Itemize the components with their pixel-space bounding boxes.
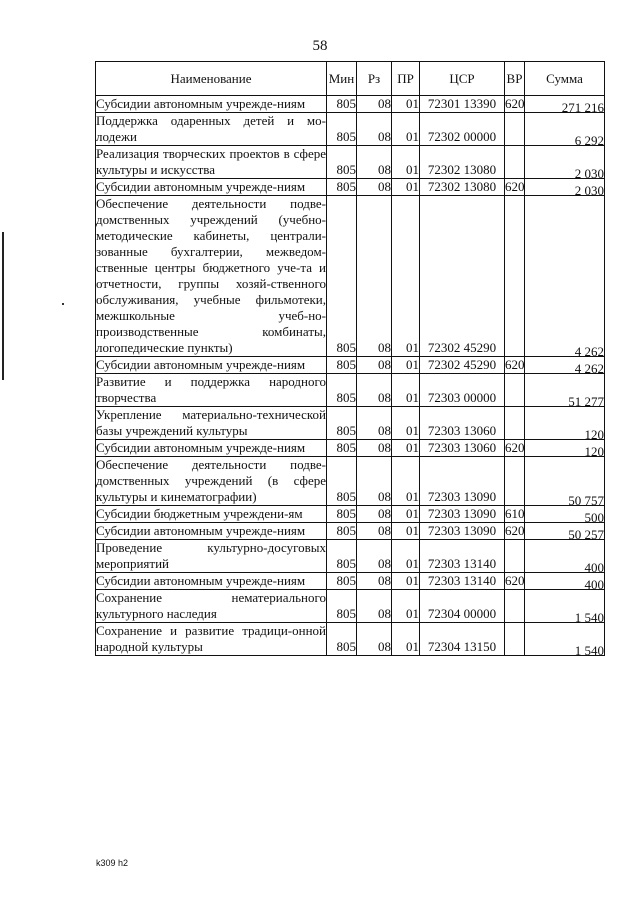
- row-name-cell: Проведение культурно-досуговых мероприятий: [96, 540, 326, 571]
- table-row: [96, 179, 605, 196]
- row-csr-cell: 72303 13090: [420, 457, 505, 506]
- row-vr-cell: [505, 590, 525, 623]
- table-row: [96, 96, 605, 113]
- row-rz-cell: 08: [357, 146, 392, 179]
- table-row: [96, 357, 605, 374]
- row-min-cell: 805: [327, 623, 357, 656]
- row-pr-cell: 01: [392, 623, 420, 656]
- row-min-cell: 805: [327, 146, 357, 179]
- row-sum-value: 1 540: [574, 643, 604, 658]
- row-pr-cell: 01: [392, 506, 420, 523]
- row-name-cell: Субсидии автономным учрежде-ниям: [96, 179, 327, 196]
- row-vr-cell: [505, 374, 525, 407]
- row-rz-cell: 08: [357, 506, 392, 523]
- table-row: [96, 573, 605, 590]
- row-rz-cell: 08: [357, 179, 392, 196]
- row-pr-cell: 01: [392, 407, 420, 440]
- row-csr-cell: 72303 13060: [420, 440, 505, 457]
- table-row: [96, 407, 605, 440]
- row-sum-value: 50 757: [568, 493, 604, 508]
- row-sum-cell: [525, 357, 605, 374]
- row-rz-cell: 08: [357, 523, 392, 540]
- row-rz-cell: 08: [357, 440, 392, 457]
- row-csr-cell: 72302 13080: [420, 146, 505, 179]
- row-pr-cell: 01: [392, 590, 420, 623]
- header-min: Мин: [327, 62, 357, 96]
- row-sum-cell: [525, 196, 605, 357]
- table-row: [96, 146, 605, 179]
- row-pr-cell: 01: [392, 96, 420, 113]
- budget-table: [95, 61, 605, 656]
- row-min-cell: 805: [327, 573, 357, 590]
- row-csr-cell: 72302 13080: [420, 179, 505, 196]
- row-vr-cell: [505, 113, 525, 146]
- row-sum-value: 500: [584, 510, 604, 525]
- row-pr-cell: 01: [392, 179, 420, 196]
- row-csr-cell: 72303 13060: [420, 407, 505, 440]
- row-sum-value: 50 257: [568, 527, 604, 542]
- row-vr-cell: 610: [505, 506, 525, 521]
- table-row: [96, 590, 605, 623]
- row-csr-cell: 72302 00000: [420, 113, 505, 146]
- scan-margin-mark: [2, 232, 4, 380]
- row-min-cell: 805: [327, 506, 357, 523]
- row-sum-cell: [525, 179, 605, 196]
- row-min-cell: 805: [327, 590, 357, 623]
- row-csr-cell: 72303 00000: [420, 374, 505, 407]
- row-min-cell: 805: [327, 457, 357, 506]
- row-csr-cell: 72301 13390: [420, 96, 505, 113]
- row-csr-cell: 72303 13090: [420, 506, 505, 523]
- row-pr-cell: 01: [392, 357, 420, 374]
- row-sum-cell: [525, 96, 605, 113]
- page-number: 58: [312, 38, 328, 54]
- table-row: [96, 457, 605, 506]
- row-vr-cell: 620: [505, 96, 525, 111]
- row-name-cell: Обеспечение деятельности подве-домственных учреждений (учебно-методические кабинеты, централи-зованные бухгалтерии, межведом-ственные центры бюджетного уче-та и отчетности, группы хозяй-ственного обслуживания, учебные фильмотеки, межшкольные учеб-но-производственные комбинаты, логопедические пункты): [96, 196, 326, 355]
- row-name-cell: Субсидии автономным учрежде-ниям: [96, 96, 327, 113]
- row-sum-cell: [525, 146, 605, 179]
- header-name: Наименование: [96, 62, 327, 96]
- row-vr-cell: 620: [505, 357, 525, 372]
- row-sum-cell: [525, 113, 605, 146]
- row-csr-cell: 72303 13090: [420, 523, 505, 540]
- row-pr-cell: 01: [392, 196, 420, 357]
- row-sum-cell: [525, 573, 605, 590]
- row-vr-cell: [505, 196, 525, 357]
- row-pr-cell: 01: [392, 113, 420, 146]
- row-csr-cell: 72304 00000: [420, 590, 505, 623]
- row-csr-cell: 72304 13150: [420, 623, 505, 656]
- row-vr-cell: 620: [505, 440, 525, 455]
- row-rz-cell: 08: [357, 196, 392, 357]
- row-min-cell: 805: [327, 357, 357, 374]
- row-sum-cell: [525, 623, 605, 656]
- row-pr-cell: 01: [392, 457, 420, 506]
- row-vr-cell: [505, 540, 525, 573]
- row-csr-cell: 72303 13140: [420, 540, 505, 573]
- row-sum-value: 4 262: [574, 361, 604, 376]
- row-pr-cell: 01: [392, 374, 420, 407]
- row-min-cell: 805: [327, 440, 357, 457]
- row-name-cell: Развитие и поддержка народного творчества: [96, 374, 326, 405]
- table-row: [96, 540, 605, 573]
- row-min-cell: 805: [327, 113, 357, 146]
- row-pr-cell: 01: [392, 146, 420, 179]
- row-sum-value: 2 030: [574, 183, 604, 198]
- row-csr-cell: 72302 45290: [420, 357, 505, 374]
- row-vr-cell: [505, 457, 525, 506]
- row-rz-cell: 08: [357, 407, 392, 440]
- row-min-cell: 805: [327, 179, 357, 196]
- row-sum-value: 400: [584, 560, 604, 575]
- row-rz-cell: 08: [357, 357, 392, 374]
- row-name-cell: Субсидии автономным учрежде-ниям: [96, 523, 327, 540]
- row-csr-cell: 72303 13140: [420, 573, 505, 590]
- row-rz-cell: 08: [357, 113, 392, 146]
- row-vr-cell: 620: [505, 573, 525, 588]
- row-min-cell: 805: [327, 540, 357, 573]
- table-body: [96, 96, 605, 656]
- row-name-cell: Укрепление материально-технической базы учреждений культуры: [96, 407, 326, 438]
- row-name-cell: Обеспечение деятельности подве-домственных учреждений (в сфере культуры и кинематографии): [96, 457, 326, 504]
- row-name-cell: Субсидии автономным учрежде-ниям: [96, 573, 327, 590]
- row-min-cell: 805: [327, 96, 357, 113]
- row-min-cell: 805: [327, 374, 357, 407]
- table-row: [96, 623, 605, 656]
- row-sum-value: 1 540: [574, 610, 604, 625]
- table-row: [96, 506, 605, 523]
- row-pr-cell: 01: [392, 440, 420, 457]
- row-sum-value: 120: [584, 444, 604, 459]
- header-rz: Рз: [357, 62, 392, 96]
- row-sum-value: 400: [584, 577, 604, 592]
- row-sum-cell: [525, 590, 605, 623]
- row-pr-cell: 01: [392, 573, 420, 590]
- row-vr-cell: [505, 146, 525, 179]
- row-pr-cell: 01: [392, 523, 420, 540]
- row-sum-value: 120: [584, 427, 604, 442]
- row-vr-cell: 620: [505, 179, 525, 194]
- header-sum: Сумма: [525, 62, 605, 96]
- row-sum-value: 4 262: [574, 344, 604, 359]
- header-csr: ЦСР: [420, 62, 505, 96]
- row-sum-cell: [525, 440, 605, 457]
- table-row: [96, 523, 605, 540]
- row-sum-cell: [525, 540, 605, 573]
- row-sum-cell: [525, 407, 605, 440]
- row-rz-cell: 08: [357, 540, 392, 573]
- row-rz-cell: 08: [357, 457, 392, 506]
- row-name-cell: Субсидии автономным учрежде-ниям: [96, 440, 327, 457]
- row-min-cell: 805: [327, 407, 357, 440]
- row-name-cell: Реализация творческих проектов в сфере культуры и искусства: [96, 146, 326, 177]
- row-name-cell: Сохранение и развитие традици-онной народной культуры: [96, 623, 326, 654]
- row-name-cell: Поддержка одаренных детей и мо-лодежи: [96, 113, 326, 144]
- row-vr-cell: [505, 407, 525, 440]
- row-sum-value: 51 277: [568, 394, 604, 409]
- row-sum-cell: [525, 374, 605, 407]
- row-sum-value: 6 292: [574, 133, 604, 148]
- table-row: [96, 440, 605, 457]
- row-sum-cell: [525, 506, 605, 523]
- table-row: [96, 196, 605, 357]
- footer-code: k309 h2: [96, 858, 129, 868]
- row-rz-cell: 08: [357, 573, 392, 590]
- row-csr-cell: 72302 45290: [420, 196, 505, 357]
- row-rz-cell: 08: [357, 590, 392, 623]
- header-vr: ВР: [505, 62, 525, 96]
- row-min-cell: 805: [327, 523, 357, 540]
- row-name-cell: Субсидии автономным учрежде-ниям: [96, 357, 327, 374]
- row-vr-cell: [505, 623, 525, 656]
- row-sum-value: 271 216: [561, 100, 604, 115]
- row-sum-cell: [525, 457, 605, 506]
- row-rz-cell: 08: [357, 96, 392, 113]
- row-pr-cell: 01: [392, 540, 420, 573]
- table-row: [96, 374, 605, 407]
- row-rz-cell: 08: [357, 374, 392, 407]
- table-header-row: [96, 62, 605, 96]
- row-rz-cell: 08: [357, 623, 392, 656]
- row-min-cell: 805: [327, 196, 357, 357]
- row-sum-value: 2 030: [574, 166, 604, 181]
- row-name-cell: Субсидии бюджетным учреждени-ям: [96, 506, 327, 523]
- scan-speck: [62, 303, 64, 305]
- row-name-cell: Сохранение нематериального культурного наследия: [96, 590, 326, 621]
- table-row: [96, 113, 605, 146]
- row-vr-cell: 620: [505, 523, 525, 538]
- row-sum-cell: [525, 523, 605, 540]
- header-pr: ПР: [392, 62, 420, 96]
